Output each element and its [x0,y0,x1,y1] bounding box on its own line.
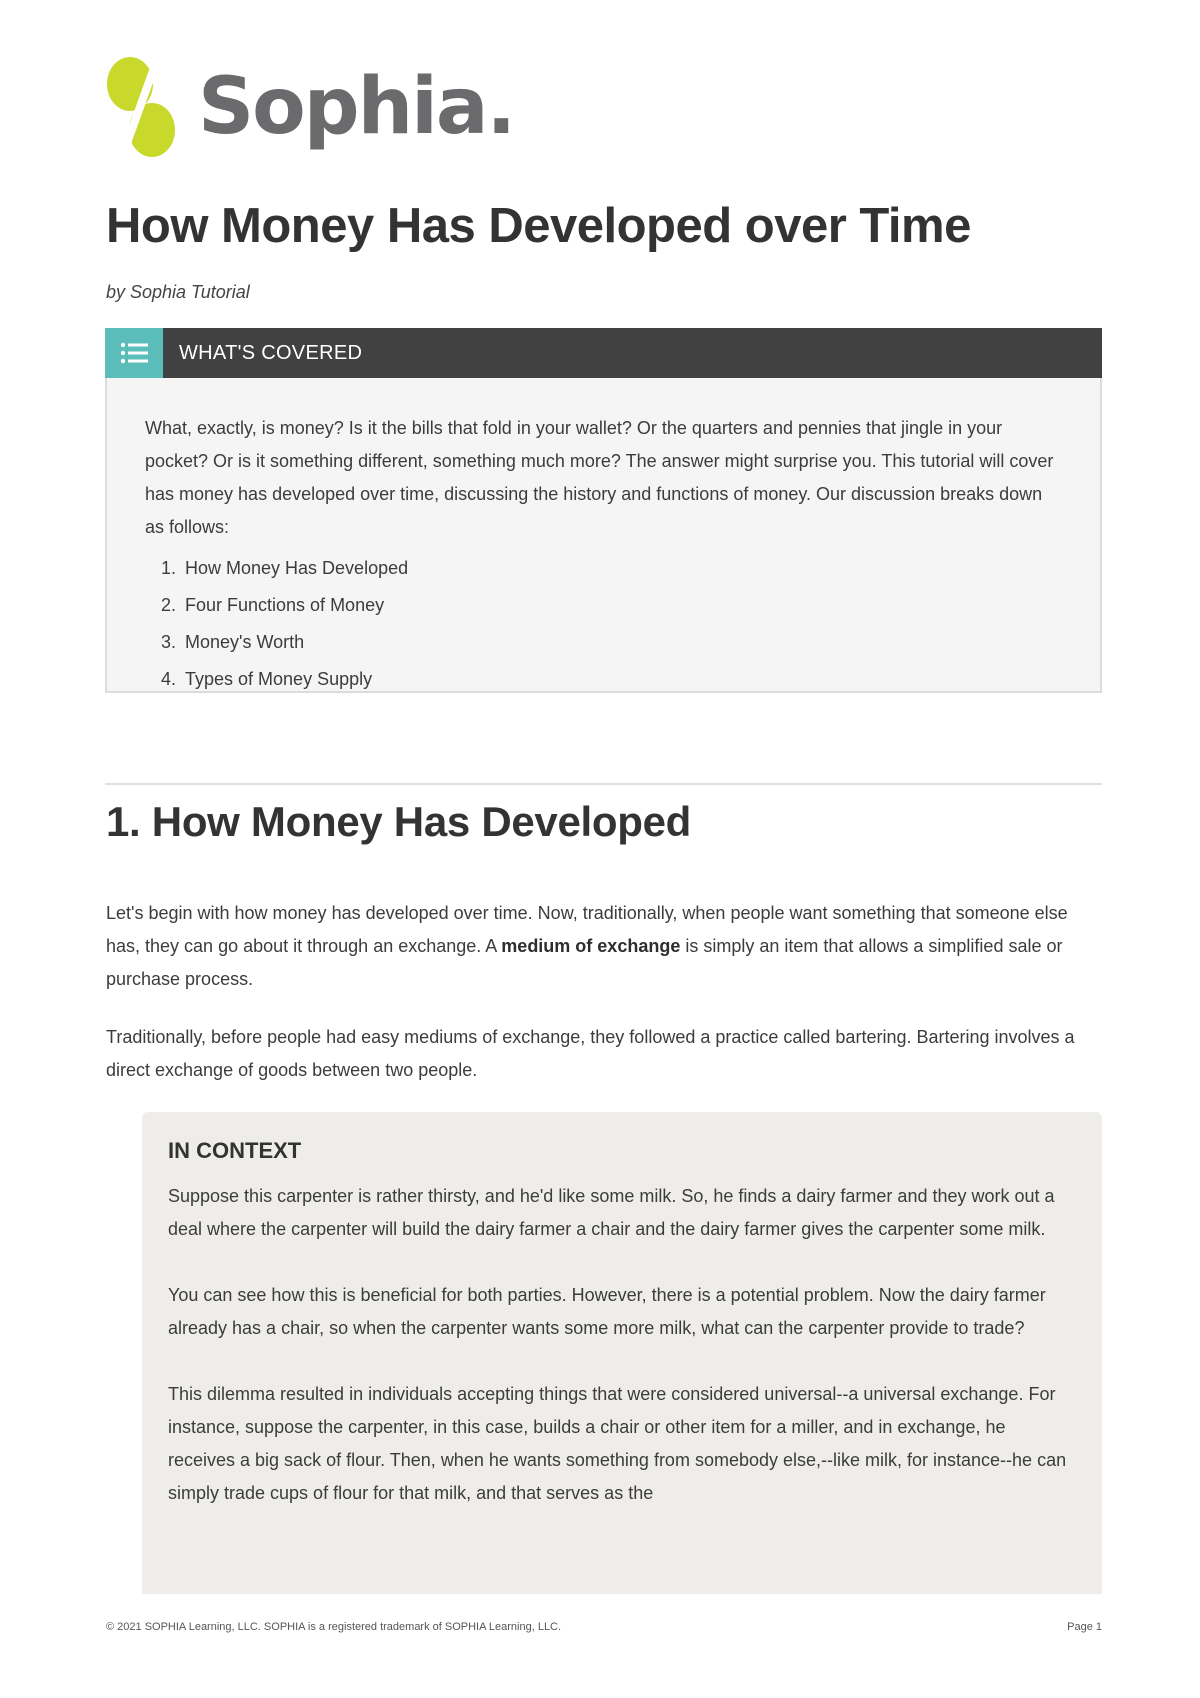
whats-covered-label: WHAT'S COVERED [179,341,363,364]
key-term: medium of exchange [501,936,681,956]
in-context-paragraph: Suppose this carpenter is rather thirsty, and he'd like some milk. So, he finds a dairy farmer and they work out a deal where the carpenter will build the dairy farmer a chair and the dairy farmer gives the carpenter some milk. [168,1186,1055,1239]
in-context-box [142,1112,1102,1594]
page-footer [106,1621,1102,1633]
section-divider [105,783,1102,785]
topic-list-item: 2. Four Functions of Money [181,587,1060,624]
in-context-title: IN CONTEXT [168,1138,302,1163]
whats-covered-box [105,328,1102,693]
sophia-logo [104,56,514,158]
byline: by Sophia Tutorial [106,282,250,302]
sophia-logo-mark-icon [104,56,178,158]
topic-list-item: 1. How Money Has Developed [181,550,1060,587]
topic-list-item: 3. Money's Worth [181,624,1060,661]
section-title: 1. How Money Has Developed [106,798,692,845]
page-title: How Money Has Developed over Time [106,199,971,253]
list-icon [105,328,163,378]
whats-covered-header [105,328,1102,378]
whats-covered-intro: What, exactly, is money? Is it the bills that fold in your wallet? Or the quarters and pennies that jingle in your pocket? Or is it something different, something much more? The answer might surprise you. This tutorial will cover has money has developed over time, discussing the history and functions of money. Our discussion breaks down as follows: [145,418,1054,537]
whats-covered-body [105,378,1102,693]
in-context-paragraph: You can see how this is beneficial for both parties. However, there is a potential problem. Now the dairy farmer already has a chair, so when the carpenter wants some more milk, what can the carpenter provide to trade? [168,1285,1046,1338]
body-paragraph: Let's begin with how money has developed over time. Now, traditionally, when people want something that someone else has, they can go about it through an exchange. A medium of exchange is simply an item that allows a simplified sale or purchase process. [106,903,1068,989]
copyright-text: © 2021 SOPHIA Learning, LLC. SOPHIA is a registered trademark of SOPHIA Learning, LLC. [106,1621,562,1633]
page-number: Page 1 [1067,1621,1102,1633]
topic-list [145,550,1060,698]
topic-list-item: 4. Types of Money Supply [181,661,1060,698]
in-context-paragraph: This dilemma resulted in individuals accepting things that were considered universal--a universal exchange. For instance, suppose the carpenter, in this case, builds a chair or other item for a miller, and in exchange, he receives a big sack of flour. Then, when he wants something from somebody else,--like milk, for instance--he can simply trade cups of flour for that milk, and that serves as the [168,1384,1067,1503]
logo-wordmark: Sophia. [198,62,515,152]
body-paragraph: Traditionally, before people had easy mediums of exchange, they followed a practice called bartering. Bartering involves a direct exchange of goods between two people. [106,1027,1075,1080]
